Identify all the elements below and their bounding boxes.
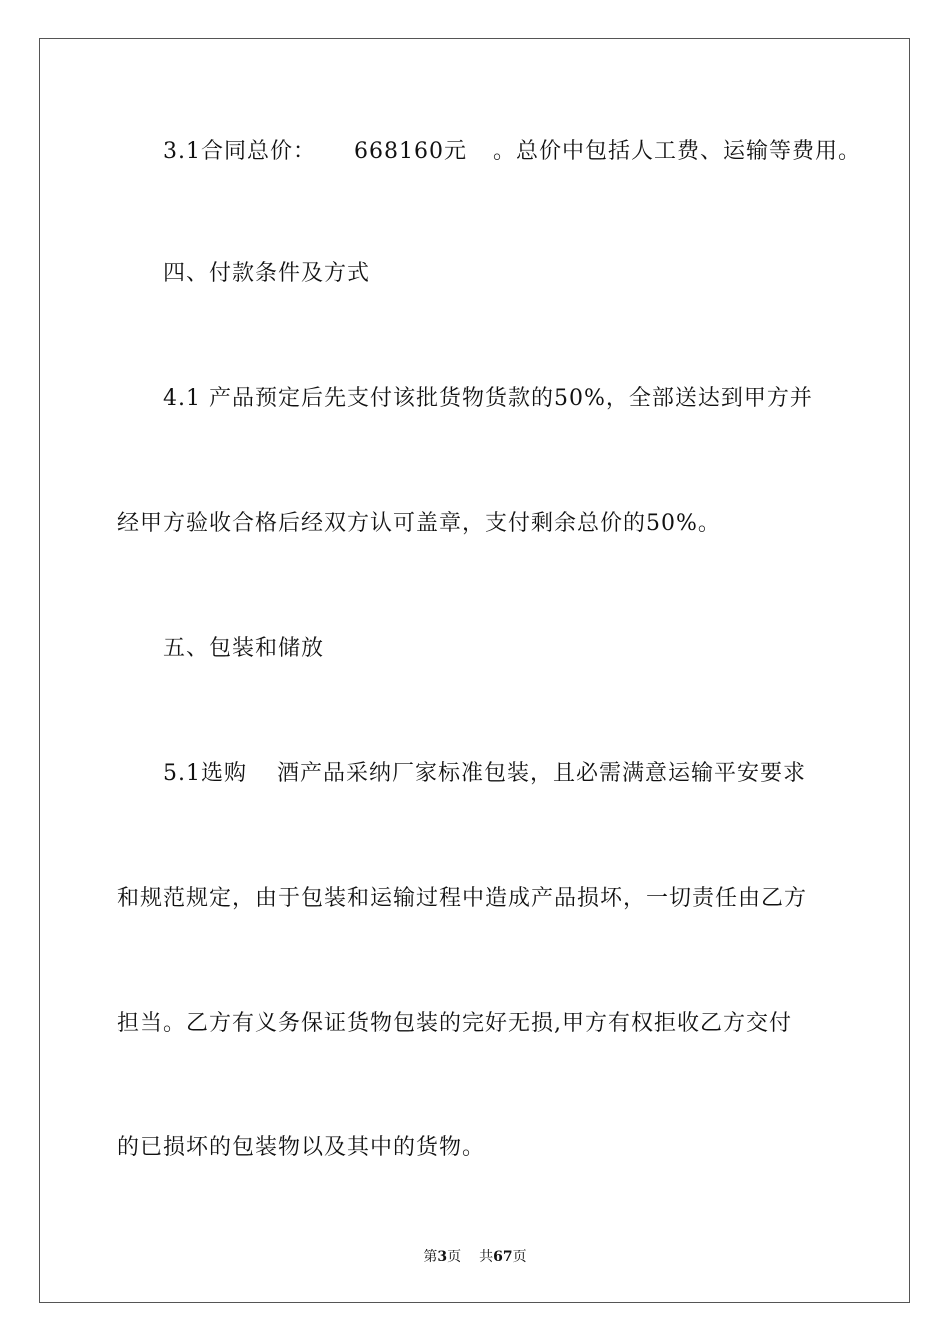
page-border xyxy=(39,38,910,1303)
paragraph-5-1-line-4: 的已损坏的包装物以及其中的货物。 xyxy=(117,1135,486,1160)
footer-total-suffix: 页 xyxy=(512,1249,527,1265)
paragraph-5-1-label: 5.1选购 xyxy=(163,761,247,786)
paragraph-5-1-text: 酒产品采纳厂家标准包装，且必需满意运输平安要求 xyxy=(277,761,807,786)
section-heading-payment: 四、付款条件及方式 xyxy=(163,261,371,286)
contract-price-note: 。总价中包括人工费、运输等费用。 xyxy=(492,139,861,164)
section-heading-packaging: 五、包装和储放 xyxy=(163,636,325,661)
footer-page-prefix: 第 xyxy=(423,1249,438,1265)
footer-page-suffix: 页 xyxy=(447,1249,462,1265)
paragraph-5-1-line-3: 担当。乙方有义务保证货物包装的完好无损,甲方有权拒收乙方交付 xyxy=(117,1011,792,1036)
contract-price-line xyxy=(0,137,950,167)
page-footer xyxy=(0,1248,950,1266)
paragraph-4-1-line-1: 4.1 产品预定后先支付该批货物货款的50%，全部送达到甲方并 xyxy=(163,386,813,411)
contract-price-amount: 668160元 xyxy=(354,139,467,164)
paragraph-5-1-line-2: 和规范规定，由于包装和运输过程中造成产品损坏，一切责任由乙方 xyxy=(117,886,808,911)
footer-total-prefix: 共 xyxy=(479,1249,494,1265)
contract-price-label: 3.1合同总价： xyxy=(163,139,316,164)
footer-page-number: 3 xyxy=(437,1249,448,1265)
footer-total-pages: 67 xyxy=(493,1249,513,1265)
paragraph-5-1-line-1 xyxy=(0,759,950,789)
paragraph-4-1-line-2: 经甲方验收合格后经双方认可盖章，支付剩余总价的50%。 xyxy=(117,511,721,536)
